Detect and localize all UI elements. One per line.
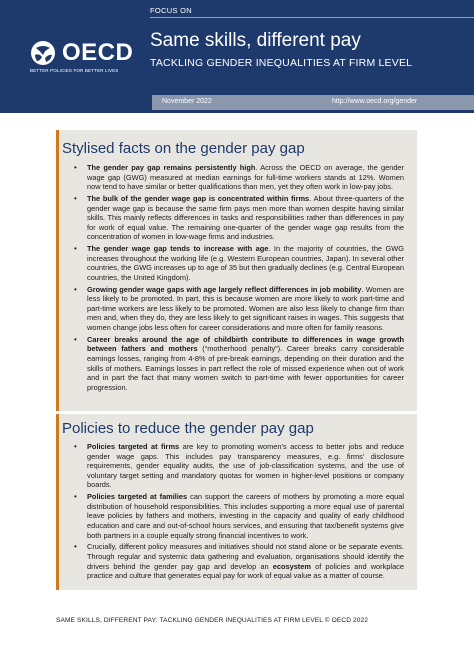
item-text: . In the majority of countries, the GWG increases throughout the working life (e.g. Western European countries, Japan). In several other countries, the GWG increases up to age of 35 but then gradually declines (e.g. Central European countries, the United Kingdom). xyxy=(87,244,404,282)
publication-date: November 2022 xyxy=(162,98,212,105)
oecd-globe-icon xyxy=(30,40,56,66)
item-bold: Policies targeted at families xyxy=(87,492,188,502)
item-text-pre: Crucially, different policy measures and initiatives should not stand alone or be separate events. Through regular and systemic data gathering and evaluation, organisations should identify the drivers behind the gender pay gap and develop an xyxy=(87,542,404,571)
list-item xyxy=(59,335,404,393)
list-item xyxy=(59,442,404,490)
list-item xyxy=(59,194,404,242)
oecd-wordmark: OECD xyxy=(62,39,134,66)
policies-list xyxy=(59,442,404,583)
item-text: can support the careers of mothers by promoting a more equal distribution of household responsibilities. This includes supporting a more equal use of parental leave policies by fathers and mothers, investing in the capacity and quality of early childhood education and care and out-of-school hours services, and ensuring that tax/benefit systems give both partners in a couple equally strong financial incentives to work. xyxy=(87,492,404,540)
page-title: Same skills, different pay xyxy=(150,30,361,51)
page-footer: SAME SKILLS, DIFFERENT PAY: TACKLING GENDER INEQUALITIES AT FIRM LEVEL © OECD 2022 xyxy=(56,617,369,624)
item-bold: Policies targeted at firms xyxy=(87,442,180,451)
item-text: . Women are less likely to be promoted. In part, this is because women are more likely to work part-time and part-time workers are less likely to be promoted. Women are also less likely to change firm than men and, when they do, they are less likely to get significant raises in wages. This suggests that women change jobs less often for career considerations and more often for family reasons. xyxy=(87,284,405,333)
header-divider xyxy=(150,17,474,18)
item-bold: Career breaks around the age of childbirth contribute to differences in wage growth between fathers and mothers xyxy=(87,334,404,354)
list-item xyxy=(59,492,404,540)
date-url-bar xyxy=(152,95,474,110)
list-item xyxy=(59,163,404,192)
facts-list xyxy=(59,163,404,395)
list-item xyxy=(59,542,404,580)
item-bold-ecosystem: ecosystem xyxy=(272,561,311,571)
oecd-logo[interactable] xyxy=(20,38,140,78)
item-bold: The gender wage gap tends to increase with age xyxy=(87,244,269,254)
item-text: . About three-quarters of the gender wage gap is because the same firm pays men more than women despite having similar skills. This mainly reflects differences in tasks and responsibilities rather than differences in pay for work of equal value. The remaining one-quarter of the gender wage gap results from the concentration of women in low-wage firms and industries. xyxy=(87,193,404,242)
item-bold: The bulk of the gender wage gap is concentrated within firms xyxy=(87,193,310,203)
list-item xyxy=(59,244,404,282)
policies-section xyxy=(56,414,417,590)
item-text: are key to promoting women’s access to better jobs and reduce gender wage gaps. This includes pay transparency measures, e.g. firms’ disclosure requirements, gender equality audits, the use of job-classification systems, and the use of voluntary target setting and mandatory quotas for women in higher-level positions or company boards. xyxy=(87,442,404,490)
section-heading-facts: Stylised facts on the gender pay gap xyxy=(62,140,305,157)
item-bold: Growing gender wage gaps with age largely reflect differences in job mobility xyxy=(87,284,362,294)
item-text: (“motherhood penalty”). Career breaks carry considerable earnings losses, ranging from 4-8% of pre-break earnings, depending on their duration and the skills of mothers. Earnings losses in part reflect the role of missed experience when out of work and in part the fact that many women switch to part-time with fewer opportunities for career progression. xyxy=(87,344,404,392)
section-heading-policies: Policies to reduce the gender pay gap xyxy=(62,420,314,437)
item-bold: The gender pay gap remains persistently high xyxy=(87,163,256,172)
stylised-facts-section xyxy=(56,130,417,411)
list-item xyxy=(59,285,404,333)
item-text: of policies and workplace practice and culture that generates equal pay for work of equal value as a matter of course. xyxy=(87,561,404,581)
page-subtitle: TACKLING GENDER INEQUALITIES AT FIRM LEVEL xyxy=(150,57,413,69)
focus-on-label: FOCUS ON xyxy=(150,6,192,15)
oecd-tagline: BETTER POLICIES FOR BETTER LIVES xyxy=(30,68,119,73)
gender-url-link[interactable]: http://www.oecd.org/gender xyxy=(332,98,418,105)
item-text: . Across the OECD on average, the gender wage gap (GWG) measured at median earnings for full-time workers stands at 12%. Women now tend to have similar or better qualifications than men, yet they often work in low-pay jobs. xyxy=(87,163,404,192)
header-banner xyxy=(0,0,474,113)
